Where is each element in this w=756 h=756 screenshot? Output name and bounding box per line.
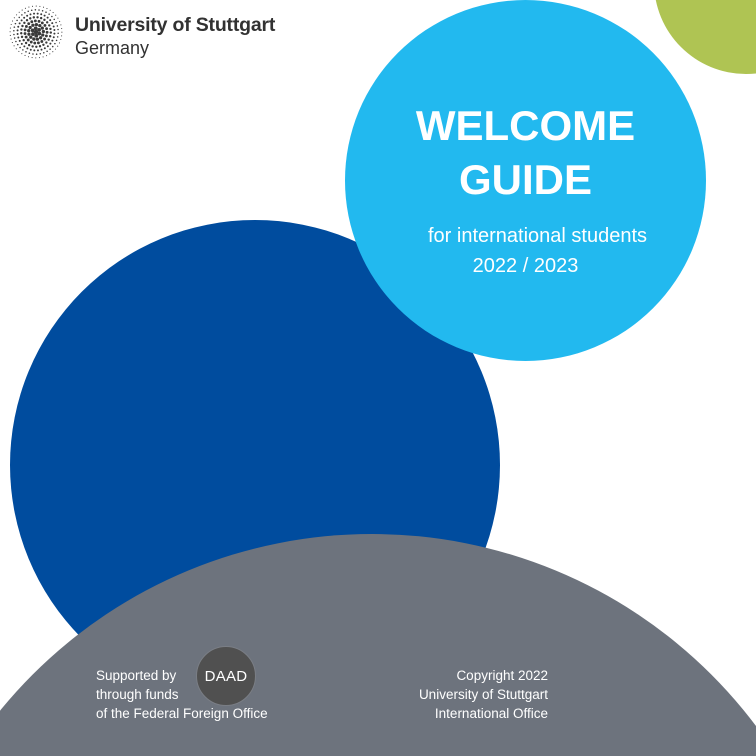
title-line-1: WELCOME xyxy=(415,102,636,149)
support-line-2: through funds xyxy=(96,687,179,702)
title-line-2: GUIDE xyxy=(458,156,592,203)
logo-text xyxy=(75,4,275,59)
university-seal-icon xyxy=(8,4,64,60)
copyright-line-2: University of Stuttgart xyxy=(418,687,548,702)
support-line-3: of the Federal Foreign Office xyxy=(96,706,268,721)
university-name: University of Stuttgart xyxy=(75,14,276,36)
university-country: Germany xyxy=(75,38,150,58)
academic-year: 2022 / 2023 xyxy=(472,255,579,277)
copyright-line-3: International Office xyxy=(434,706,548,721)
subtitle: for international students xyxy=(427,225,648,247)
green-circle xyxy=(654,0,756,74)
university-logo[interactable] xyxy=(8,4,275,60)
copyright-line-1: Copyright 2022 xyxy=(456,668,548,683)
support-line-1: Supported by xyxy=(96,668,177,683)
copyright-notice xyxy=(419,666,548,723)
daad-logo-badge[interactable]: DAAD xyxy=(196,646,256,706)
